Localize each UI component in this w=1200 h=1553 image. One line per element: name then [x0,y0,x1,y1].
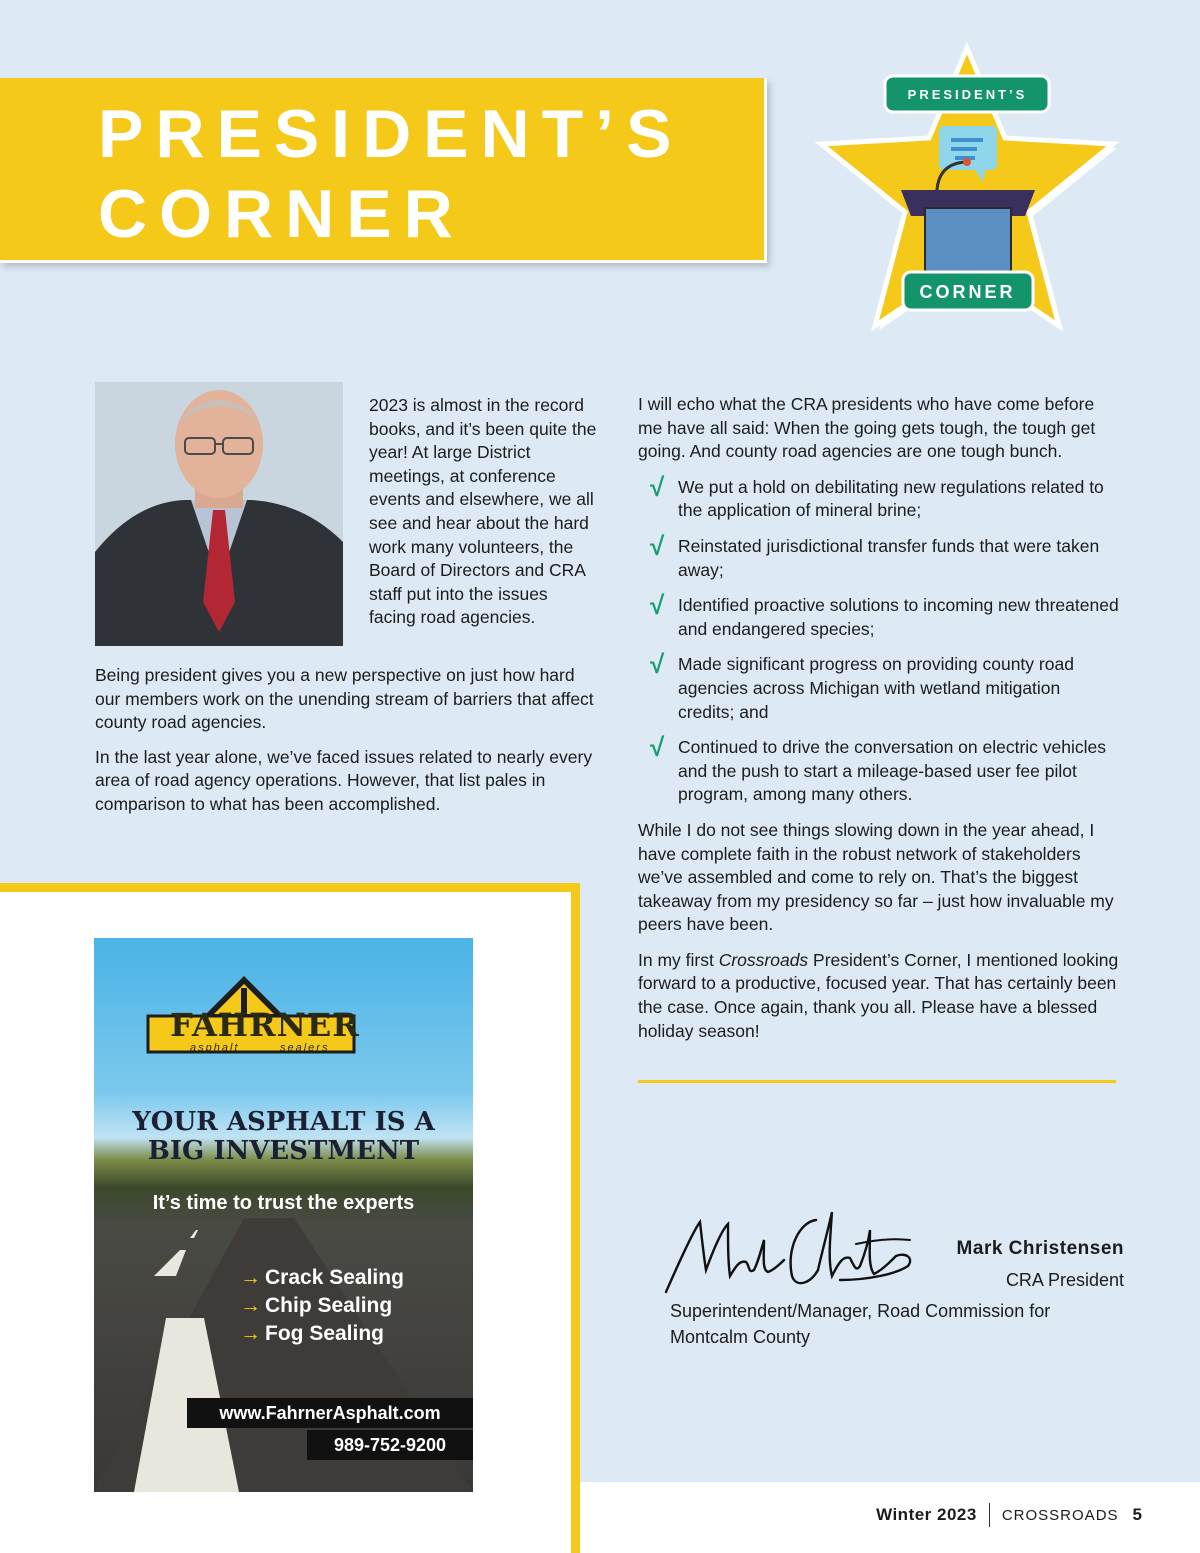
fahrner-advertisement[interactable] [94,938,473,1492]
magazine-name: CROSSROADS [1001,1506,1119,1524]
check-icon: √ [650,732,665,763]
page-number: 5 [1132,1505,1142,1524]
list-item-text: Identified proactive solutions to incoming new threatened and endangered species; [678,595,1119,639]
list-item [240,1264,404,1292]
left-paragraph-1: Being president gives you a new perspective on just how hard our members work on the unending stream of barriers that affect county road agencies. [95,665,594,733]
list-item [638,471,1120,523]
page-title-line-2: CORNER [98,176,465,252]
intro-paragraph: 2023 is almost in the record books, and it’s been quite the year! At large District meetings, at conference events and elsewhere, we all see and hear about the hard work many volunteers, the Board of Directors and CRA staff put into the issues facing road agencies. [369,395,597,628]
president-portrait [95,382,343,646]
ad-website-link[interactable]: www.FahrnerAsphalt.com [187,1398,473,1428]
footer-divider [989,1503,990,1527]
page-title-line-1: PRESIDENT’S [98,96,684,172]
divider-rule [638,1080,1116,1083]
right-column [638,393,1120,1055]
closing-paragraph-2 [638,949,1120,1043]
brand-subtitle-right: sealers [280,1042,330,1054]
closing-paragraph-1: While I do not see things slowing down in the year ahead, I have complete faith in the robust network of stakeholders we’ve assembled and come to rely on. That’s the biggest takeaway from my presidency so far – just how invaluable my peers have been. [638,819,1114,935]
list-item-text: Reinstated jurisdictional transfer funds that were taken away; [678,535,1100,580]
service-name: Crack Sealing [265,1266,404,1289]
service-name: Fog Sealing [265,1322,385,1345]
president-name: Mark Christensen [956,1238,1124,1259]
closing-2-end: President’s Corner, I mentioned looking forward to a productive, focused year. That has certainly been the case. Once again, thank you all. Please have a blessed holiday season! [638,949,1119,1041]
presidents-corner-badge [815,40,1120,340]
check-icon: √ [650,471,665,502]
list-item [240,1292,404,1320]
arrow-right-icon: → [240,1266,261,1289]
service-name: Chip Sealing [265,1294,393,1317]
handwritten-signature [660,1200,920,1300]
check-icon: √ [650,590,665,621]
ad-headline-line-1: YOUR ASPHALT IS A [132,1107,435,1137]
ad-services-list [240,1264,404,1348]
president-role: CRA President [1005,1270,1124,1290]
check-icon: √ [650,530,665,561]
list-item [638,530,1120,582]
ad-tagline: It’s time to trust the experts [152,1192,415,1214]
closing-2-start: In my first [638,949,719,970]
arrow-right-icon: → [240,1322,261,1345]
ad-phone-number[interactable]: 989-752-9200 [307,1430,473,1460]
issue-season: Winter 2023 [876,1505,977,1524]
list-item [638,590,1120,641]
brand-subtitle-left: asphalt [190,1042,240,1054]
page-footer [876,1503,1142,1527]
list-item [638,649,1120,724]
right-lead-paragraph: I will echo what the CRA presidents who have come before me have all said: When the going gets tough, the tough get going. And county road agencies are one tough bunch. [638,394,1096,462]
publication-name: Crossroads [718,949,809,970]
title-band [0,78,767,263]
badge-bottom-label: CORNER [919,282,1016,302]
list-item [240,1320,404,1348]
check-icon: √ [650,649,665,680]
arrow-right-icon: → [240,1294,261,1317]
badge-top-label: PRESIDENT’S [907,87,1028,102]
fahrner-brand-name: FAHRNER [170,1006,360,1044]
left-paragraph-2: In the last year alone, we’ve faced issues related to nearly every area of road agency operations. However, that list pales in comparison to what has been accomplished. [95,746,593,814]
list-item [638,732,1120,807]
accomplishments-list [638,471,1120,807]
left-column [95,664,595,828]
list-item-text: Continued to drive the conversation on electric vehicles and the push to start a mileage-based user fee pilot program, among many others. [678,737,1107,805]
list-item-text: Made significant progress on providing county road agencies across Michigan with wetland mitigation credits; and [678,654,1074,722]
fahrner-logo [134,976,434,1086]
president-job-title: Superintendent/Manager, Road Commission for Montcalm County [670,1301,1051,1347]
ad-headline-line-2: BIG INVESTMENT [147,1136,420,1166]
list-item-text: We put a hold on debilitating new regulations related to the application of mineral brine; [678,476,1104,521]
